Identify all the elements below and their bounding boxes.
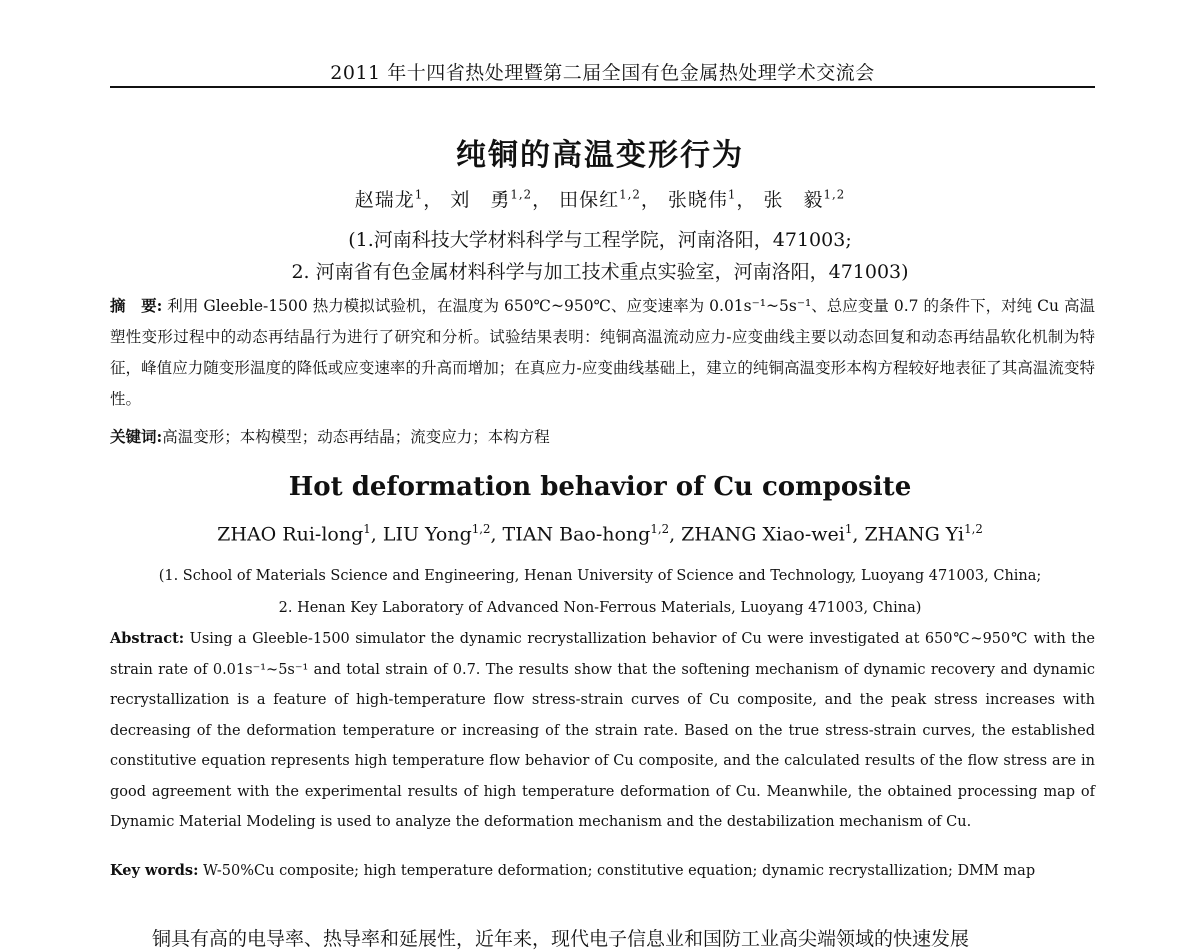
en-author: TIAN Bao-hong <box>502 523 651 546</box>
en-title: Hot deformation behavior of Cu composite <box>288 472 912 502</box>
cn-author-aff: 1 <box>727 187 737 202</box>
en-author: LIU Yong <box>382 523 472 546</box>
cn-affiliation-1: (1.河南科技大学材料科学与工程学院，河南洛阳，471003; <box>348 229 852 251</box>
cn-author: 刘 勇 <box>450 189 511 211</box>
cn-keywords <box>110 425 1095 447</box>
en-author: ZHAO Rui-long <box>217 523 364 546</box>
en-author: ZHANG Xiao-wei <box>681 523 845 546</box>
cn-author: 张 毅 <box>763 189 824 211</box>
en-author-aff: 1 <box>363 522 371 536</box>
cn-author: 田保红 <box>559 189 620 211</box>
body-first-line: 铜具有高的电导率、热导率和延展性，近年来，现代电子信息业和国防工业高尖端领域的快速发展 <box>152 928 970 950</box>
en-author-aff: 1,2 <box>964 522 983 536</box>
en-abstract-label: Abstract: <box>110 630 185 647</box>
en-author: ZHANG Yi <box>864 523 965 546</box>
en-abstract-text: Using a Gleeble-1500 simulator the dynamic recrystallization behavior of Cu were investigated at 650℃~950℃ with the strain rate of 0.01s⁻¹~5s⁻¹ and total strain of 0.7. The results show that the softening mechanism of dynamic recovery and dynamic recrystallization is a feature of high-temperature flow stress-strain curves of Cu composite, and the peak stress increases with decreasing of the deformation temperature or increasing of the strain rate. Based on the true stress-strain curves, the established constitutive equation represents high temperature flow behavior of Cu composite, and the calculated results of the flow stress are in good agreement with the experimental results of high temperature deformation of Cu. Meanwhile, the obtained processing map of Dynamic Material Modeling is used to analyze the deformation mechanism and the destabilization mechanism of Cu. <box>110 631 1096 830</box>
cn-author-aff: 1 <box>414 187 424 202</box>
en-author-aff: 1 <box>844 522 853 536</box>
en-keywords-text: W-50%Cu composite; high temperature deformation; constitutive equation; dynamic recrystallization; DMM map <box>203 863 1036 879</box>
header-rule <box>110 86 1095 88</box>
en-author-aff: 1,2 <box>650 522 670 536</box>
cn-author: 张晓伟 <box>667 189 728 211</box>
cn-keywords-label: 关键词: <box>110 427 163 446</box>
en-abstract <box>110 624 1095 838</box>
cn-author-aff: 1,2 <box>619 187 641 202</box>
en-author-aff: 1,2 <box>471 522 491 536</box>
en-affiliation-2: 2. Henan Key Laboratory of Advanced Non-Ferrous Materials, Luoyang 471003, China) <box>278 600 922 616</box>
cn-author: 赵瑞龙 <box>354 189 415 211</box>
cn-keywords-text: 高温变形；本构模型；动态再结晶；流变应力；本构方程 <box>162 428 550 446</box>
en-keywords-label: Key words: <box>110 862 199 879</box>
en-affiliation-1: (1. School of Materials Science and Engineering, Henan University of Science and Technology, Luoyang 471003, China; <box>158 568 1042 584</box>
cn-author-aff: 1,2 <box>510 187 533 202</box>
cn-title: 纯铜的高温变形行为 <box>456 138 744 173</box>
cn-abstract-label: 摘 要: <box>110 296 163 315</box>
cn-author-aff: 1,2 <box>823 187 846 202</box>
cn-affiliation-2: 2. 河南省有色金属材料科学与加工技术重点实验室，河南洛阳，471003) <box>291 261 909 283</box>
en-keywords <box>110 862 1095 879</box>
conference-header: 2011 年十四省热处理暨第二届全国有色金属热处理学术交流会 <box>330 62 875 84</box>
cn-authors: 赵瑞龙$^1$， 刘 勇$^{1,2}$， 田保红$^{1,2}$， 张晓伟$^1$， 张 毅$^{1,2}$ <box>354 187 846 211</box>
cn-abstract <box>110 290 1095 415</box>
en-authors: ZHAO Rui-long$^1$, LIU Yong$^{1,2}$, TIAN Bao-hong$^{1,2}$, ZHANG Xiao-wei$^1$, ZHANG Yi$^{1,2}$ <box>217 522 983 546</box>
cn-abstract-text: 利用 Gleeble-1500 热力模拟试验机，在温度为 650℃~950℃、应变速率为 0.01s⁻¹~5s⁻¹、总应变量 0.7 的条件下，对纯 Cu 高温塑性变形过程中的动态再结晶行为进行了研究和分析。试验结果表明：纯铜高温流动应力-应变曲线主要以动态回复和动态再结晶软化机制为特征，峰值应力随变形温度的降低或应变速率的升高而增加；在真应力-应变曲线基础上，建立的纯铜高温变形本构方程较好地表征了其高温流变特性。 <box>110 297 1095 408</box>
